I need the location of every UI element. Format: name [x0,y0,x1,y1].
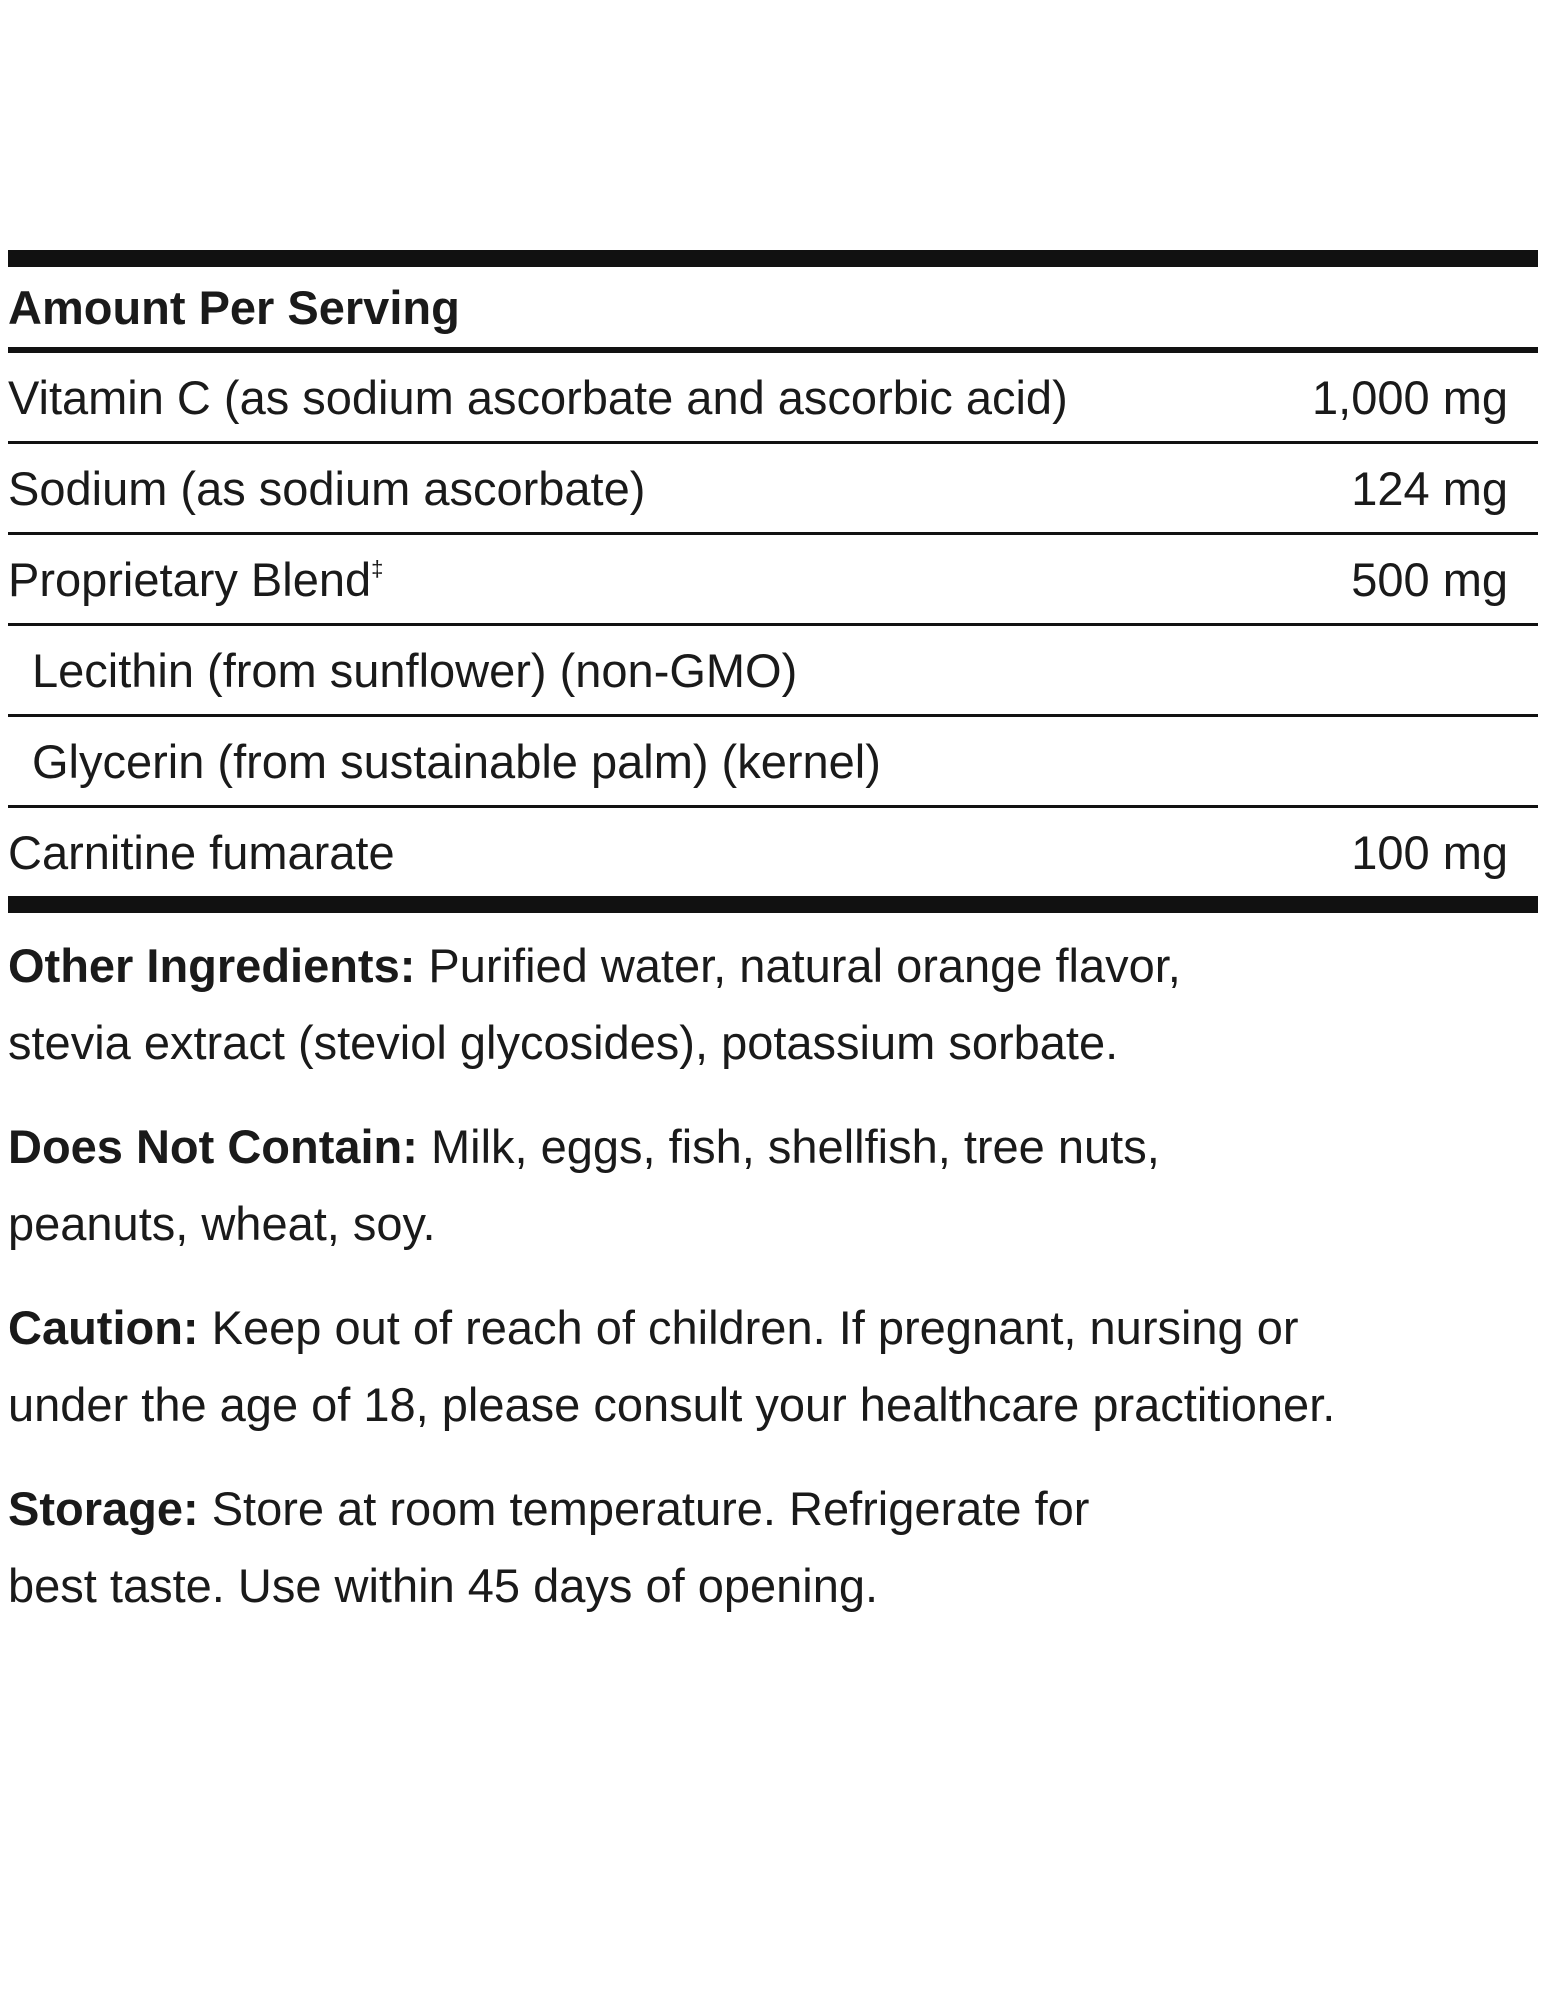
nutrient-row-sodium [8,444,1538,532]
nutrient-name: Proprietary Blend [8,552,372,606]
note-text: Store at room temperature. Refrigerate for best taste. Use within 45 days of opening. [8,1482,1090,1612]
caution-note [8,1289,1348,1443]
nutrient-row-vitamin-c [8,353,1538,441]
note-label: Storage: [8,1482,199,1535]
nutrient-name: Carnitine fumarate [8,825,395,879]
header-label: Amount Per Serving [8,280,460,334]
nutrient-name: Lecithin (from sunflower) (non-GMO) [32,643,798,697]
note-label: Does Not Contain: [8,1120,418,1173]
note-text: Keep out of reach of children. If pregnant, nursing or under the age of 18, please consult your healthcare practitioner. [8,1301,1336,1431]
note-text: Milk, eggs, fish, shellfish, tree nuts, peanuts, wheat, soy. [8,1120,1160,1250]
nutrient-name: Vitamin C (as sodium ascorbate and ascorbic acid) [8,370,1068,424]
other-ingredients-note [8,927,1238,1081]
nutrient-amount: 100 mg [1351,825,1508,879]
does-not-contain-note [8,1108,1208,1262]
nutrient-row-proprietary-blend [8,535,1538,623]
note-text: Purified water, natural orange flavor, stevia extract (steviol glycosides), potassium sorbate. [8,939,1181,1069]
top-divider [8,250,1538,267]
footnote-marker: ‡ [371,555,384,581]
note-label: Caution: [8,1301,199,1354]
amount-per-serving-header [8,267,1538,347]
nutrient-row-carnitine [8,808,1538,896]
storage-note [8,1470,1138,1624]
label-notes [8,927,1538,1624]
nutrient-amount: 1,000 mg [1312,370,1508,424]
nutrient-row-glycerin [8,717,1538,805]
nutrient-amount: 500 mg [1351,552,1508,606]
supplement-facts-panel [8,250,1538,1651]
nutrient-name-with-marker [8,552,383,607]
nutrient-name: Glycerin (from sustainable palm) (kernel) [32,734,881,788]
nutrient-row-lecithin [8,626,1538,714]
note-label: Other Ingredients: [8,939,416,992]
nutrient-amount: 124 mg [1351,461,1508,515]
bottom-divider [8,896,1538,913]
nutrient-name: Sodium (as sodium ascorbate) [8,461,646,515]
